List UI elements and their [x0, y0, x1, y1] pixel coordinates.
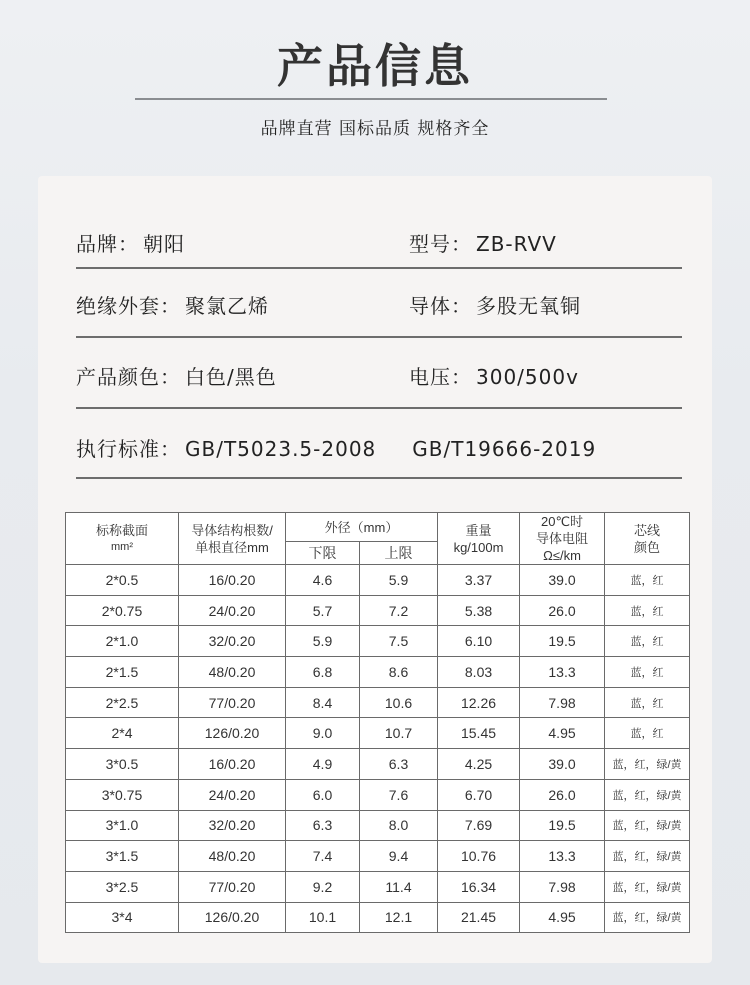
header-section-line1: 标称截面 — [95, 522, 148, 538]
cell-upper: 8.0 — [360, 810, 438, 841]
cell-core-color: 蓝，红，绿/黄 — [605, 779, 690, 810]
table-row — [66, 565, 690, 596]
cell-resistance: 19.5 — [520, 626, 605, 657]
cell-core-color: 蓝，红，绿/黄 — [605, 810, 690, 841]
cell-lower: 5.7 — [286, 595, 360, 626]
cell-upper: 6.3 — [360, 749, 438, 780]
model-label: 型号： — [409, 232, 472, 256]
header-section — [66, 513, 179, 565]
cell-resistance: 19.5 — [520, 810, 605, 841]
cell-structure: 16/0.20 — [179, 565, 286, 596]
insulation-value: 聚氯乙烯 — [185, 294, 269, 318]
cell-upper: 11.4 — [360, 871, 438, 902]
cell-core-color: 蓝，红，绿/黄 — [605, 871, 690, 902]
cell-upper: 10.7 — [360, 718, 438, 749]
cell-upper: 7.2 — [360, 595, 438, 626]
voltage-value: 300/500v — [476, 365, 579, 389]
table-row — [66, 779, 690, 810]
cell-section: 3*2.5 — [66, 871, 179, 902]
info-card — [38, 176, 712, 963]
table-row — [66, 595, 690, 626]
spec-table-body — [66, 565, 690, 933]
cell-core-color: 蓝，红，绿/黄 — [605, 749, 690, 780]
header-upper: 上限 — [360, 542, 438, 565]
title-underline — [135, 98, 607, 100]
color-label: 产品颜色： — [76, 365, 181, 389]
header-resistance — [520, 513, 605, 565]
cell-section: 3*1.0 — [66, 810, 179, 841]
cell-weight: 4.25 — [438, 749, 520, 780]
cell-resistance: 4.95 — [520, 902, 605, 933]
cell-weight: 5.38 — [438, 595, 520, 626]
spec-table-wrap — [65, 512, 689, 933]
header-resistance-unit: Ω≤/km — [543, 548, 581, 563]
voltage-field — [409, 361, 579, 390]
cell-upper: 7.6 — [360, 779, 438, 810]
cell-weight: 8.03 — [438, 657, 520, 688]
cell-lower: 6.3 — [286, 810, 360, 841]
cell-weight: 10.76 — [438, 841, 520, 872]
cell-core-color: 蓝，红 — [605, 595, 690, 626]
standard-value-1: GB/T5023.5-2008 — [185, 437, 377, 461]
cell-lower: 6.0 — [286, 779, 360, 810]
model-field — [409, 228, 557, 257]
header-core-color — [605, 513, 690, 565]
cell-core-color: 蓝，红 — [605, 657, 690, 688]
cell-structure: 48/0.20 — [179, 657, 286, 688]
cell-resistance: 13.3 — [520, 657, 605, 688]
cell-core-color: 蓝，红 — [605, 626, 690, 657]
color-value: 白色/黑色 — [185, 365, 277, 389]
cell-structure: 126/0.20 — [179, 718, 286, 749]
header-lower: 下限 — [286, 542, 360, 565]
brand-label: 品牌： — [76, 232, 139, 256]
standard-value-2: GB/T19666-2019 — [412, 437, 597, 461]
cell-section: 2*0.75 — [66, 595, 179, 626]
table-row — [66, 810, 690, 841]
conductor-value: 多股无氧铜 — [476, 294, 581, 318]
standard-label: 执行标准： — [76, 437, 181, 461]
header-core-line2: 颜色 — [634, 539, 661, 555]
cell-upper: 10.6 — [360, 687, 438, 718]
table-row — [66, 871, 690, 902]
cell-structure: 126/0.20 — [179, 902, 286, 933]
insulation-field — [76, 290, 269, 319]
cell-section: 2*4 — [66, 718, 179, 749]
voltage-label: 电压： — [409, 365, 472, 389]
cell-structure: 48/0.20 — [179, 841, 286, 872]
cell-lower: 6.8 — [286, 657, 360, 688]
cell-upper: 5.9 — [360, 565, 438, 596]
cell-core-color: 蓝，红 — [605, 565, 690, 596]
cell-weight: 3.37 — [438, 565, 520, 596]
cell-core-color: 蓝，红 — [605, 687, 690, 718]
brand-field — [76, 228, 185, 257]
header-core-line1: 芯线 — [634, 522, 661, 538]
cell-upper: 8.6 — [360, 657, 438, 688]
header-weight-unit: kg/100m — [453, 539, 504, 555]
cell-lower: 10.1 — [286, 902, 360, 933]
color-field — [76, 361, 277, 390]
cell-resistance: 7.98 — [520, 687, 605, 718]
page-subtitle: 品牌直营 国标品质 规格齐全 — [260, 119, 490, 139]
cell-section: 3*0.5 — [66, 749, 179, 780]
cell-lower: 9.0 — [286, 718, 360, 749]
cell-upper: 12.1 — [360, 902, 438, 933]
brand-value: 朝阳 — [143, 232, 185, 256]
header-structure-line2: 单根直径mm — [195, 539, 269, 555]
cell-weight: 7.69 — [438, 810, 520, 841]
header-section-unit: mm² — [111, 540, 133, 553]
cell-resistance: 26.0 — [520, 595, 605, 626]
cell-weight: 21.45 — [438, 902, 520, 933]
cell-structure: 24/0.20 — [179, 595, 286, 626]
page-title: 产品信息 — [277, 39, 473, 93]
cell-weight: 12.26 — [438, 687, 520, 718]
header-resistance-line2: 导体电阻 — [536, 531, 589, 546]
table-row — [66, 749, 690, 780]
cell-section: 3*1.5 — [66, 841, 179, 872]
cell-section: 2*0.5 — [66, 565, 179, 596]
cell-structure: 24/0.20 — [179, 779, 286, 810]
cell-structure: 77/0.20 — [179, 871, 286, 902]
spec-table — [65, 512, 690, 933]
cell-core-color: 蓝，红，绿/黄 — [605, 902, 690, 933]
cell-section: 3*0.75 — [66, 779, 179, 810]
conductor-label: 导体： — [409, 294, 472, 318]
table-row — [66, 902, 690, 933]
cell-section: 2*1.5 — [66, 657, 179, 688]
cell-lower: 7.4 — [286, 841, 360, 872]
cell-core-color: 蓝，红 — [605, 718, 690, 749]
cell-section: 2*2.5 — [66, 687, 179, 718]
cell-lower: 8.4 — [286, 687, 360, 718]
cell-section: 2*1.0 — [66, 626, 179, 657]
cell-weight: 6.70 — [438, 779, 520, 810]
header-resistance-line1: 20℃时 — [540, 514, 584, 529]
cell-structure: 32/0.20 — [179, 626, 286, 657]
cell-resistance: 7.98 — [520, 871, 605, 902]
cell-lower: 9.2 — [286, 871, 360, 902]
header-weight — [438, 513, 520, 565]
insulation-label: 绝缘外套： — [76, 294, 181, 318]
standard-field — [76, 433, 596, 462]
cell-section: 3*4 — [66, 902, 179, 933]
header-structure — [179, 513, 286, 565]
cell-core-color: 蓝，红，绿/黄 — [605, 841, 690, 872]
table-row — [66, 657, 690, 688]
table-row — [66, 718, 690, 749]
table-row — [66, 687, 690, 718]
header-diameter: 外径（mm） — [286, 513, 438, 542]
cell-lower: 4.9 — [286, 749, 360, 780]
cell-lower: 4.6 — [286, 565, 360, 596]
cell-structure: 32/0.20 — [179, 810, 286, 841]
cell-resistance: 4.95 — [520, 718, 605, 749]
cell-lower: 5.9 — [286, 626, 360, 657]
cell-weight: 6.10 — [438, 626, 520, 657]
cell-weight: 15.45 — [438, 718, 520, 749]
cell-upper: 7.5 — [360, 626, 438, 657]
cell-resistance: 39.0 — [520, 565, 605, 596]
cell-resistance: 26.0 — [520, 779, 605, 810]
table-row — [66, 841, 690, 872]
cell-weight: 16.34 — [438, 871, 520, 902]
header-weight-line1: 重量 — [465, 522, 492, 538]
cell-upper: 9.4 — [360, 841, 438, 872]
cell-resistance: 39.0 — [520, 749, 605, 780]
cell-resistance: 13.3 — [520, 841, 605, 872]
header-structure-line1: 导体结构根数/ — [191, 522, 273, 538]
cell-structure: 16/0.20 — [179, 749, 286, 780]
conductor-field — [409, 290, 581, 319]
model-value: ZB-RVV — [476, 232, 557, 256]
table-row — [66, 626, 690, 657]
cell-structure: 77/0.20 — [179, 687, 286, 718]
